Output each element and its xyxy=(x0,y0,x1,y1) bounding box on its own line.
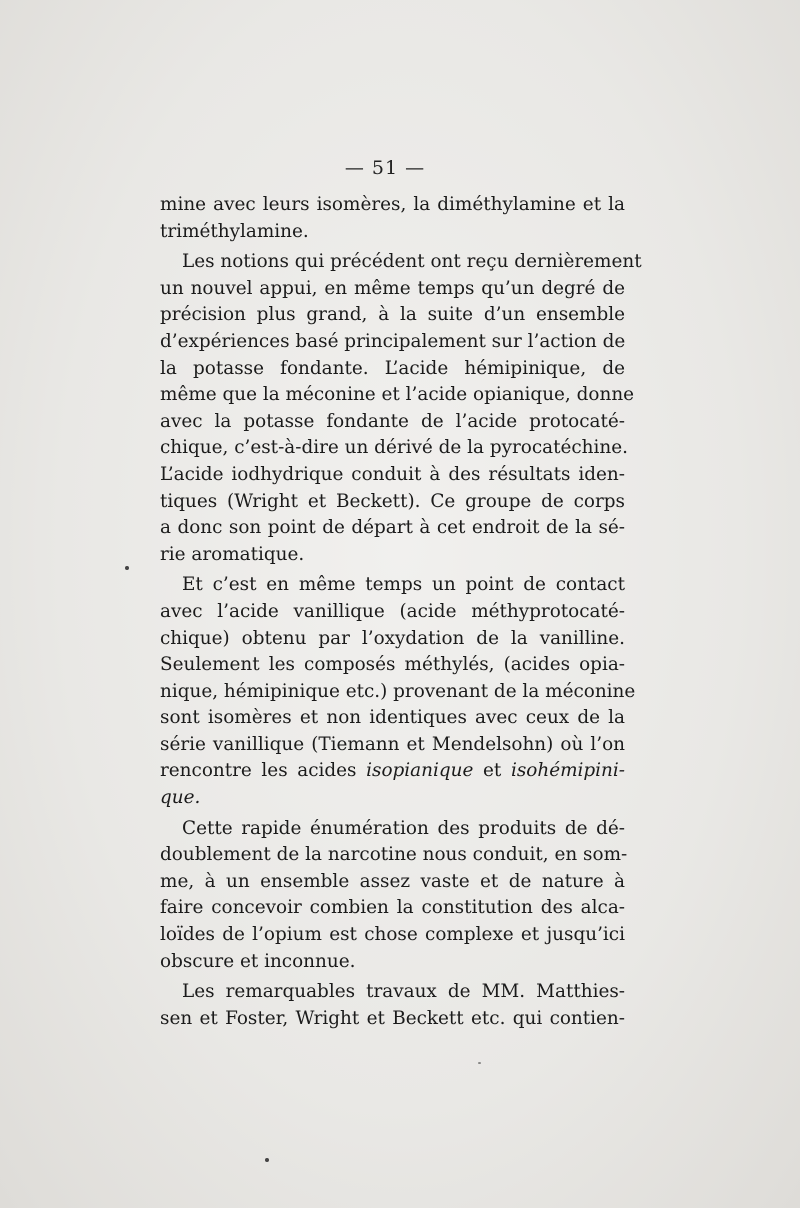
text-line-with-italics xyxy=(160,758,625,785)
text-line: sen et Foster, Wright et Beckett etc. qui contien- xyxy=(160,1007,625,1029)
text-line xyxy=(160,785,625,812)
text-line: mine avec leurs isomères, la diméthylamine et la xyxy=(160,194,625,215)
text-line: avec l’acide vanillique (acide méthyprotocaté- xyxy=(160,600,625,622)
text-line: a donc son point de départ à cet endroit de la sé- xyxy=(160,517,625,539)
text-segment: et xyxy=(483,760,502,782)
text-line: triméthylamine. xyxy=(160,220,309,242)
paragraph-start-line: Cette rapide énumération des produits de dé- xyxy=(182,817,625,839)
text-line: doublement de la narcotine nous conduit, en som- xyxy=(160,844,628,866)
text-line: rie aromatique. xyxy=(160,543,305,565)
paragraph-start-line: Et c’est en même temps un point de contact xyxy=(182,574,625,596)
text-line: me, à un ensemble assez vaste et de nature à xyxy=(160,870,625,892)
text-line: Seulement les composés méthylés, (acides opia- xyxy=(160,654,625,676)
text-line: faire concevoir combien la constitution des alca- xyxy=(160,897,625,919)
italic-term: que. xyxy=(160,787,201,809)
text-line: chique) obtenu par l’oxydation de la vanilline. xyxy=(160,627,625,649)
italic-term: isohémipini- xyxy=(510,760,625,782)
text-line: avec la potasse fondante de l’acide protocaté- xyxy=(160,410,625,432)
page-number: — 51 — xyxy=(344,157,426,179)
paragraph-start-line: Les remarquables travaux de MM. Matthies- xyxy=(182,981,625,1003)
text-line: nique, hémipinique etc.) provenant de la méconine xyxy=(160,680,636,702)
text-line: série vanillique (Tiemann et Mendelsohn) où l’on xyxy=(160,733,625,755)
text-line: même que la méconine et l’acide opianique, donne xyxy=(160,384,635,406)
ink-speck xyxy=(265,1158,269,1162)
text-line: tiques (Wright et Beckett). Ce groupe de corps xyxy=(160,490,625,512)
text-line: obscure et inconnue. xyxy=(160,950,356,972)
text-line: précision plus grand, à la suite d’un ensemble xyxy=(160,304,625,326)
paragraph-start-line: Les notions qui précédent ont reçu dernièrement xyxy=(182,251,642,273)
text-line: d’expériences basé principalement sur l’action de xyxy=(160,330,626,352)
ink-speck xyxy=(478,1062,481,1064)
italic-term: isopianique xyxy=(366,760,474,782)
body-text xyxy=(160,192,642,1032)
text-line: chique, c’est-à-dire un dérivé de la pyrocatéchine. xyxy=(160,437,628,459)
text-segment: rencontre les acides xyxy=(160,760,357,782)
text-line: sont isomères et non identiques avec ceux de la xyxy=(160,707,625,729)
text-line: un nouvel appui, en même temps qu’un degré de xyxy=(160,277,625,299)
ink-speck xyxy=(125,566,129,570)
text-line: loïdes de l’opium est chose complexe et jusqu’ici xyxy=(160,924,625,946)
text-line: L’acide iodhydrique conduit à des résultats iden- xyxy=(160,463,625,485)
text-line: la potasse fondante. L’acide hémipinique, de xyxy=(160,357,625,379)
